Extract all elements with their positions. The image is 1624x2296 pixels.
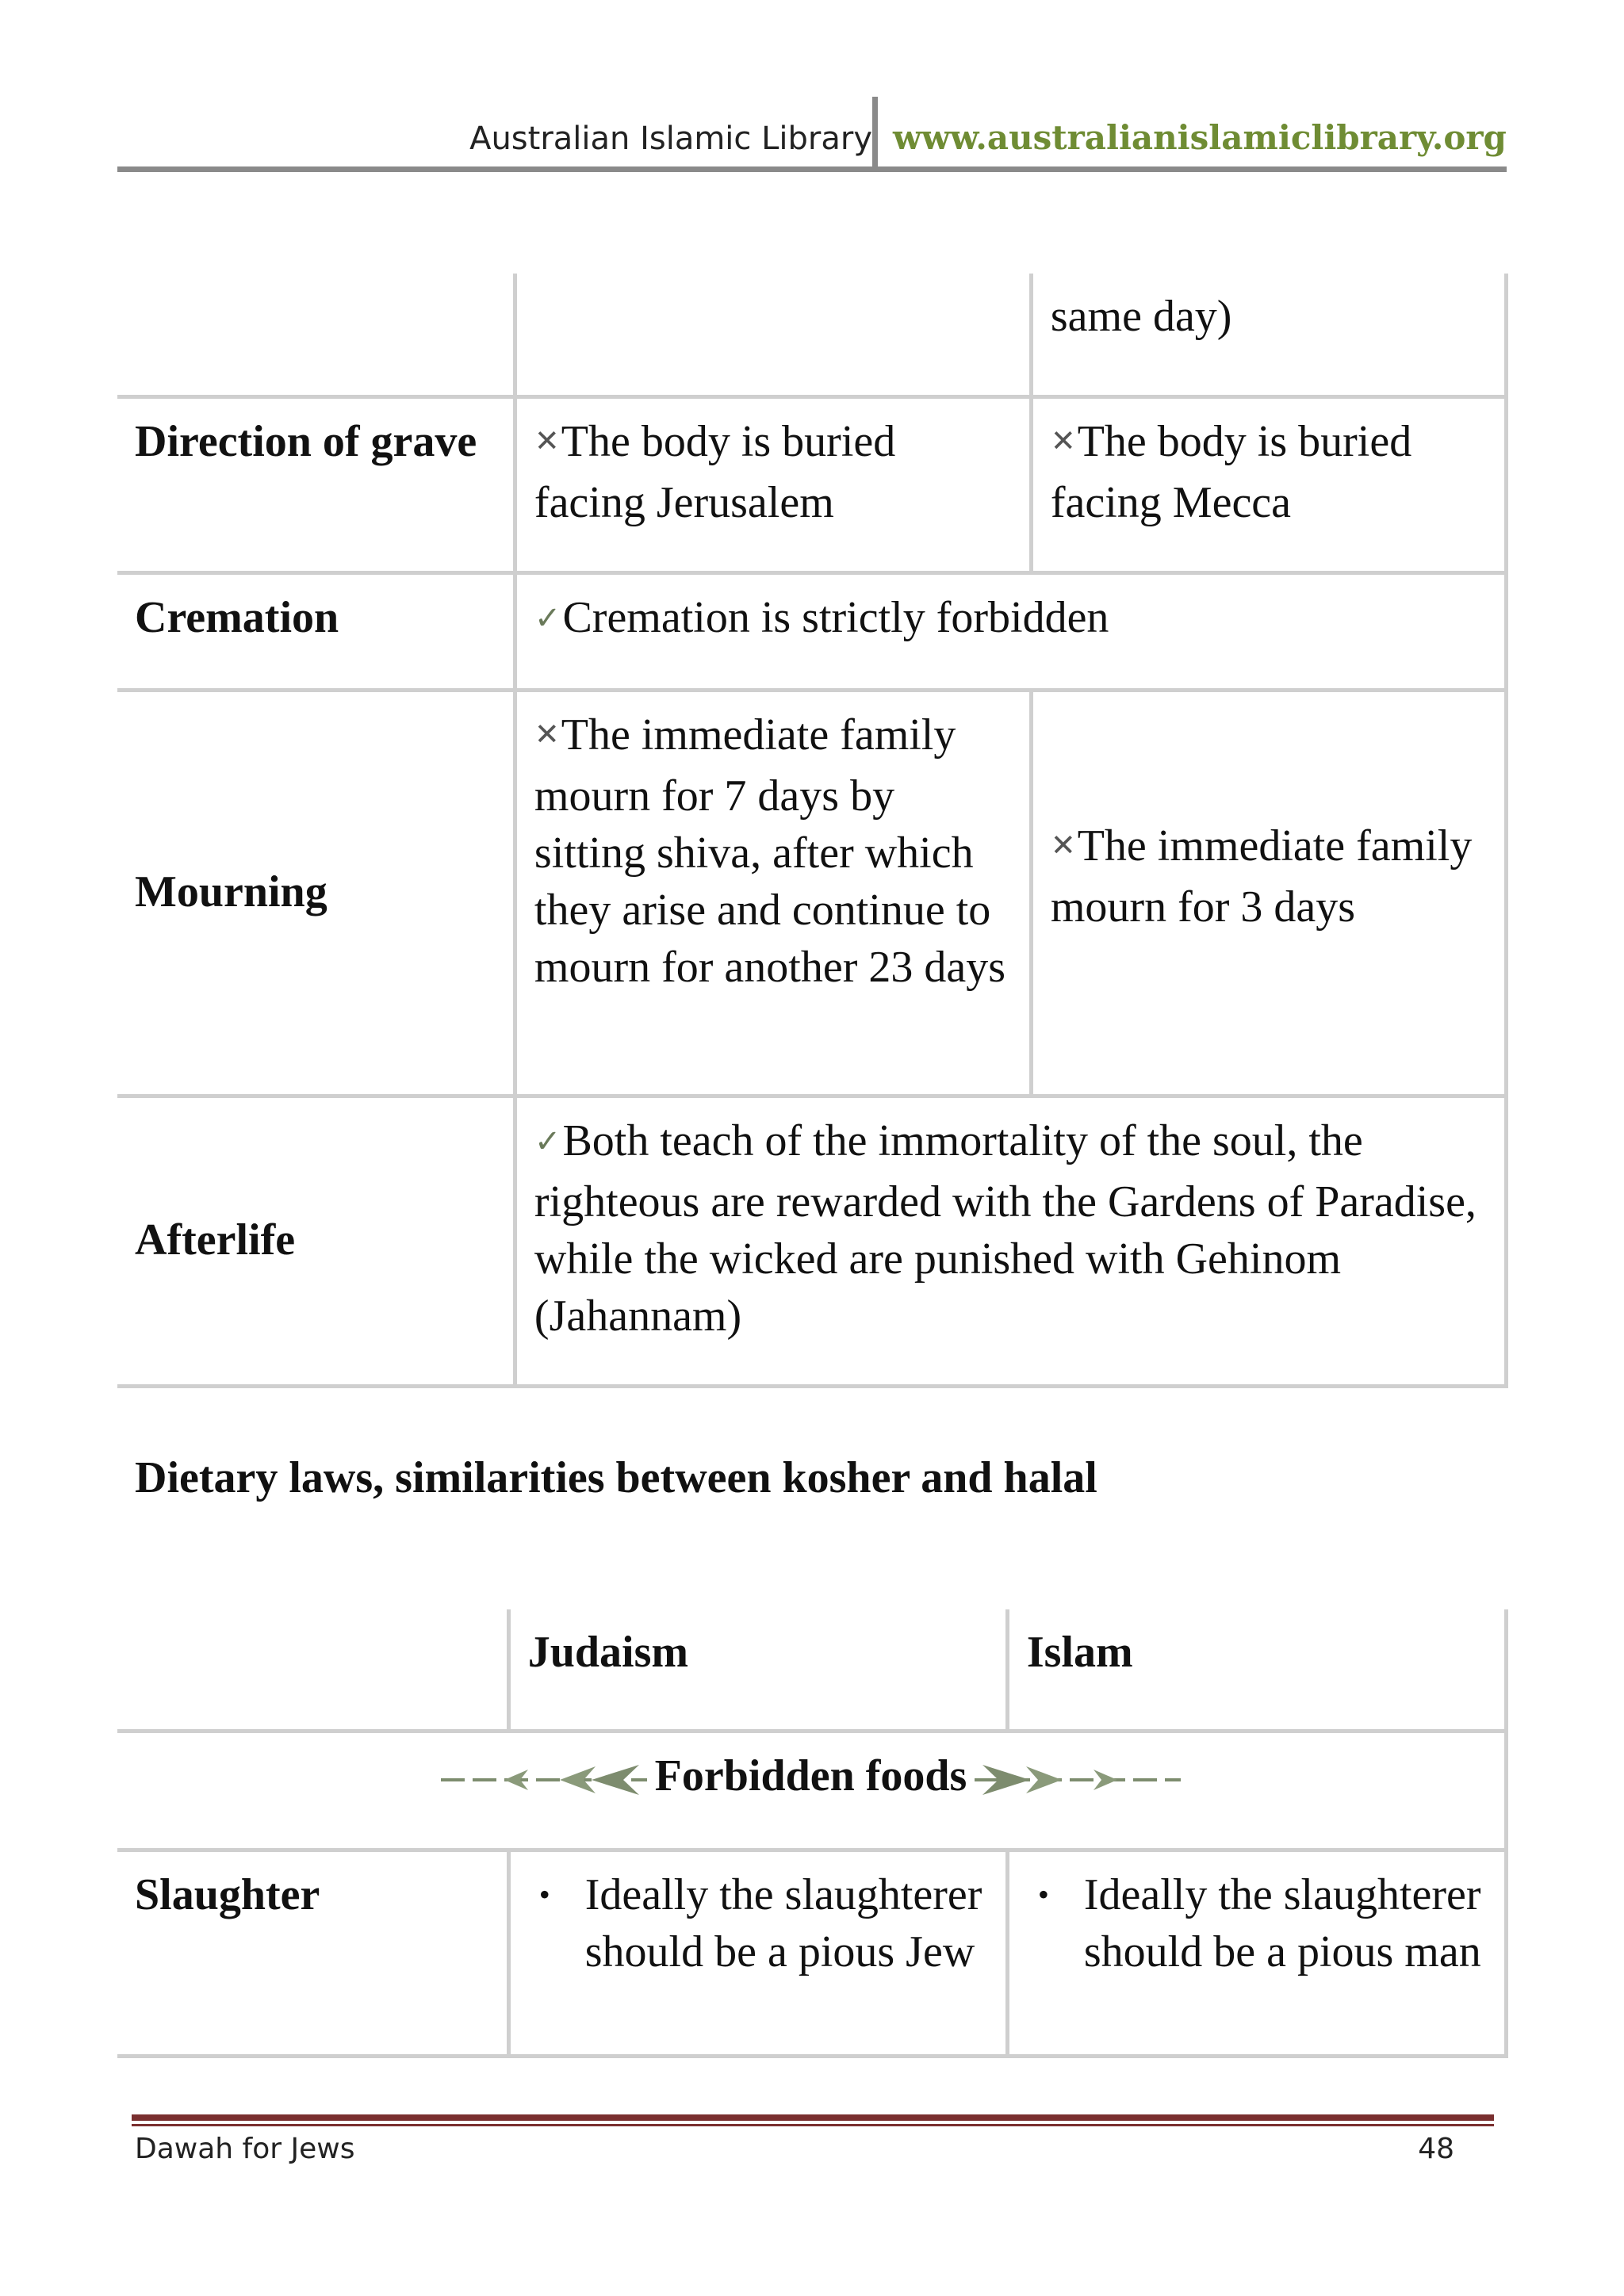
cell-text: The body is buried facing Jerusalem — [534, 416, 896, 527]
table-cell-judaism — [515, 274, 1031, 396]
table-cell-judaism — [508, 1850, 1007, 2056]
bullet-text: Ideally the slaughterer should be a pious man — [1083, 1869, 1481, 1976]
comparison-table-death — [117, 274, 1508, 1388]
ornament-right-icon — [967, 1760, 1181, 1800]
cell-text: Cremation is strictly forbidden — [562, 592, 1109, 642]
table-banner-cell — [117, 1731, 1507, 1850]
table-cell-judaism — [515, 396, 1031, 572]
page-header — [117, 95, 1507, 172]
bullet-list — [528, 1866, 988, 1980]
table-header-islam: Islam — [1007, 1609, 1506, 1731]
ornament-left-icon — [441, 1760, 655, 1800]
library-name: Australian Islamic Library — [469, 121, 872, 157]
table-cell-islam — [1031, 690, 1506, 1096]
header-divider — [872, 97, 878, 166]
cell-text: The immediate family mourn for 7 days by sitting shiva, after which they arise and continue to mourn for another 23 days — [534, 710, 1005, 992]
bullet-icon: • — [1037, 1876, 1049, 1912]
section-title: Dietary laws, similarities between kosher and halal — [135, 1453, 1097, 1502]
bullet-icon: • — [538, 1876, 550, 1912]
table-cell-topic: Afterlife — [117, 1096, 515, 1386]
table-cell-islam — [1007, 1850, 1506, 2056]
table-row — [117, 1850, 1507, 2056]
table-header-row — [117, 1609, 1507, 1731]
table-cell-topic: Cremation — [117, 572, 515, 690]
table-header-judaism: Judaism — [508, 1609, 1007, 1731]
table-row — [117, 690, 1507, 1096]
x-mark-icon: ✕ — [534, 716, 560, 752]
table-row — [117, 572, 1507, 690]
bullet-text: Ideally the slaughterer should be a pious Jew — [584, 1869, 982, 1976]
table-cell-topic — [117, 274, 515, 396]
bullet-list — [1027, 1866, 1487, 1980]
check-mark-icon: ✓ — [534, 599, 561, 637]
page-number: 48 — [1418, 2133, 1454, 2165]
table-row — [117, 1096, 1507, 1386]
footer-rule-thin — [132, 2124, 1494, 2126]
footer-title: Dawah for Jews — [135, 2133, 355, 2165]
table-cell-topic: Mourning — [117, 690, 515, 1096]
table-banner-row — [117, 1731, 1507, 1850]
table-cell-islam — [1031, 396, 1506, 572]
x-mark-icon: ✕ — [1050, 423, 1076, 458]
table-cell-judaism — [515, 690, 1031, 1096]
cell-text: The immediate family mourn for 3 days — [1050, 821, 1473, 932]
table-cell-merged — [515, 572, 1506, 690]
cell-text: The body is buried facing Mecca — [1050, 416, 1412, 527]
list-item — [1037, 1866, 1487, 1980]
list-item — [538, 1866, 988, 1980]
table-row — [117, 396, 1507, 572]
library-url-link[interactable]: www.australianislamiclibrary.org — [893, 118, 1507, 157]
x-mark-icon: ✕ — [534, 423, 560, 458]
check-mark-icon: ✓ — [534, 1123, 561, 1160]
table-cell-topic: Slaughter — [117, 1850, 508, 2056]
table-row — [117, 274, 1507, 396]
table-cell-topic: Direction of grave — [117, 396, 515, 572]
table-header-topic — [117, 1609, 508, 1731]
forbidden-foods-label: Forbidden foods — [654, 1751, 967, 1800]
x-mark-icon: ✕ — [1050, 827, 1076, 863]
table-cell-merged — [515, 1096, 1506, 1386]
comparison-table-dietary — [117, 1609, 1508, 2058]
table-cell-islam: same day) — [1031, 274, 1506, 396]
cell-text: Both teach of the immortality of the soul, the righteous are rewarded with the Gardens of Paradise, while the wicked are punished with Gehinom (Jahannam) — [534, 1115, 1477, 1341]
footer-rule — [132, 2114, 1494, 2121]
